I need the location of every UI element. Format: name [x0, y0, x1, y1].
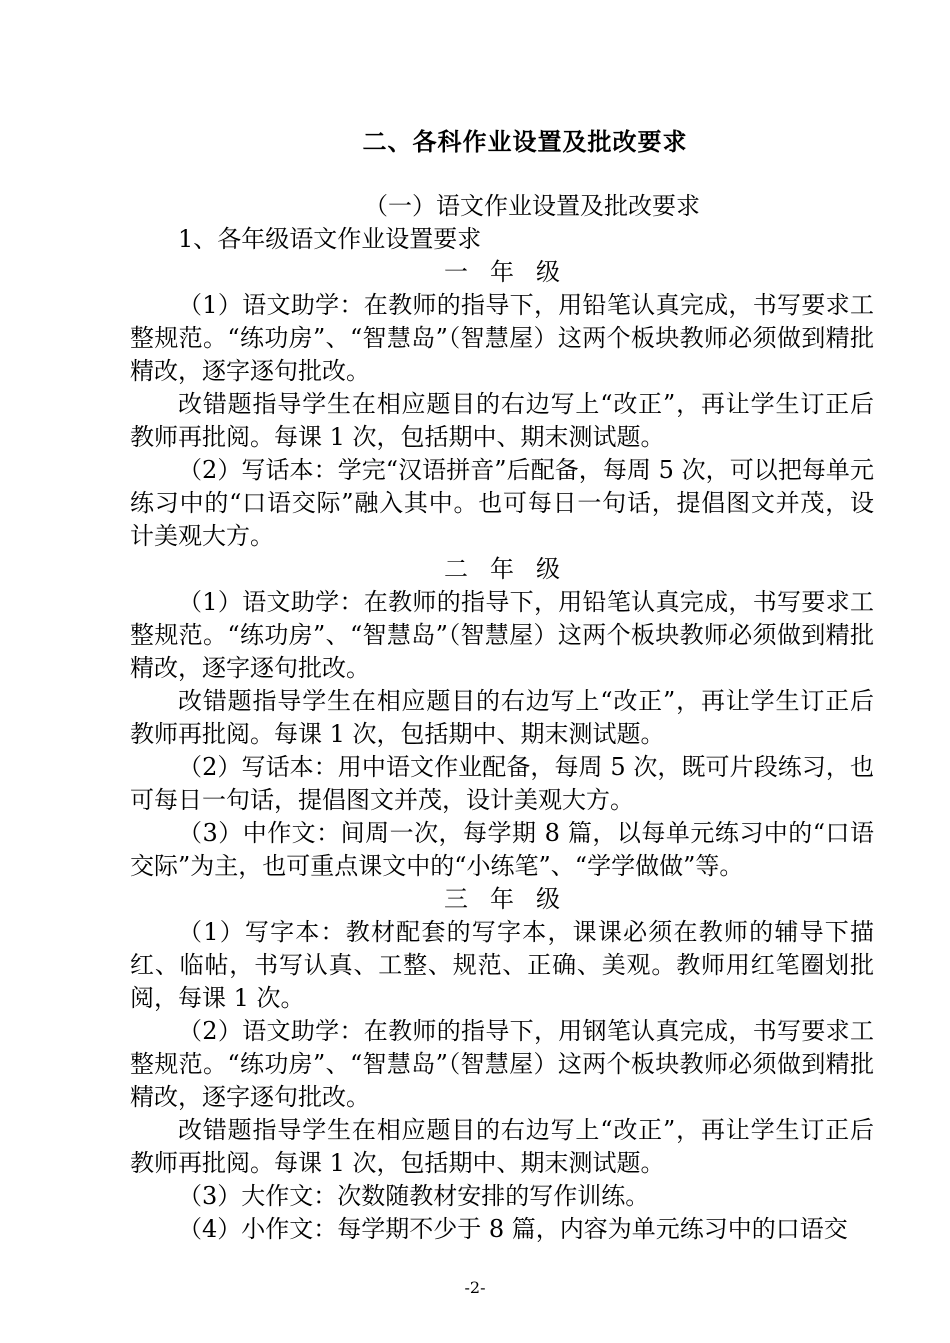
section-title: （一）语文作业设置及批改要求	[364, 192, 700, 220]
grade-2-paragraph: （1）语文助学：在教师的指导下，用铅笔认真完成，书写要求工整规范。“练功房”、“智慧岛”（智慧屋）这两个板块教师必须做到精批精改，逐字逐句批改。	[130, 588, 874, 682]
grade-2-paragraph: （2）写话本：用中语文作业配备，每周 5 次，既可片段练习，也可每日一句话，提倡图文并茂，设计美观大方。	[130, 753, 874, 814]
grade-3-paragraph: （2）语文助学：在教师的指导下，用钢笔认真完成，书写要求工整规范。“练功房”、“智慧岛”（智慧屋）这两个板块教师必须做到精批精改，逐字逐句批改。	[130, 1017, 874, 1111]
grade-2-paragraph: 改错题指导学生在相应题目的右边写上“改正”，再让学生订正后教师再批阅。每课 1 次，包括期中、期末测试题。	[130, 687, 874, 748]
grade-1-label: 一年级	[444, 258, 582, 286]
grade-1-paragraph: （1）语文助学：在教师的指导下，用铅笔认真完成，书写要求工整规范。“练功房”、“智慧岛”（智慧屋）这两个板块教师必须做到精批精改，逐字逐句批改。	[130, 291, 874, 385]
grade-2-paragraph: （3）中作文：间周一次，每学期 8 篇，以每单元练习中的“口语交际”为主，也可重点课文中的“小练笔”、“学学做做”等。	[130, 819, 874, 880]
document-title: 二、各科作业设置及批改要求	[362, 128, 688, 156]
grade-2-label: 二年级	[444, 555, 582, 583]
grade-3-paragraph: （4）小作文：每学期不少于 8 篇，内容为单元练习中的口语交	[178, 1215, 848, 1243]
document-body	[130, 190, 874, 1246]
grade-1-paragraph: 改错题指导学生在相应题目的右边写上“改正”，再让学生订正后教师再批阅。每课 1 次，包括期中、期末测试题。	[130, 390, 874, 451]
grade-3-label: 三年级	[444, 885, 582, 913]
page-number: -2-	[464, 1278, 486, 1297]
grade-1-paragraph: （2）写话本：学完“汉语拼音”后配备，每周 5 次，可以把每单元练习中的“口语交际”融入其中。也可每日一句话，提倡图文并茂，设计美观大方。	[130, 456, 874, 550]
sub-heading: 1、各年级语文作业设置要求	[178, 225, 482, 253]
grade-3-paragraph: （3）大作文：次数随教材安排的写作训练。	[178, 1182, 650, 1210]
grade-3-paragraph: （1）写字本：教材配套的写字本，课课必须在教师的辅导下描红、临帖，书写认真、工整、规范、正确、美观。教师用红笔圈划批阅，每课 1 次。	[130, 918, 874, 1012]
grade-3-paragraph: 改错题指导学生在相应题目的右边写上“改正”，再让学生订正后教师再批阅。每课 1 次，包括期中、期末测试题。	[130, 1116, 874, 1177]
